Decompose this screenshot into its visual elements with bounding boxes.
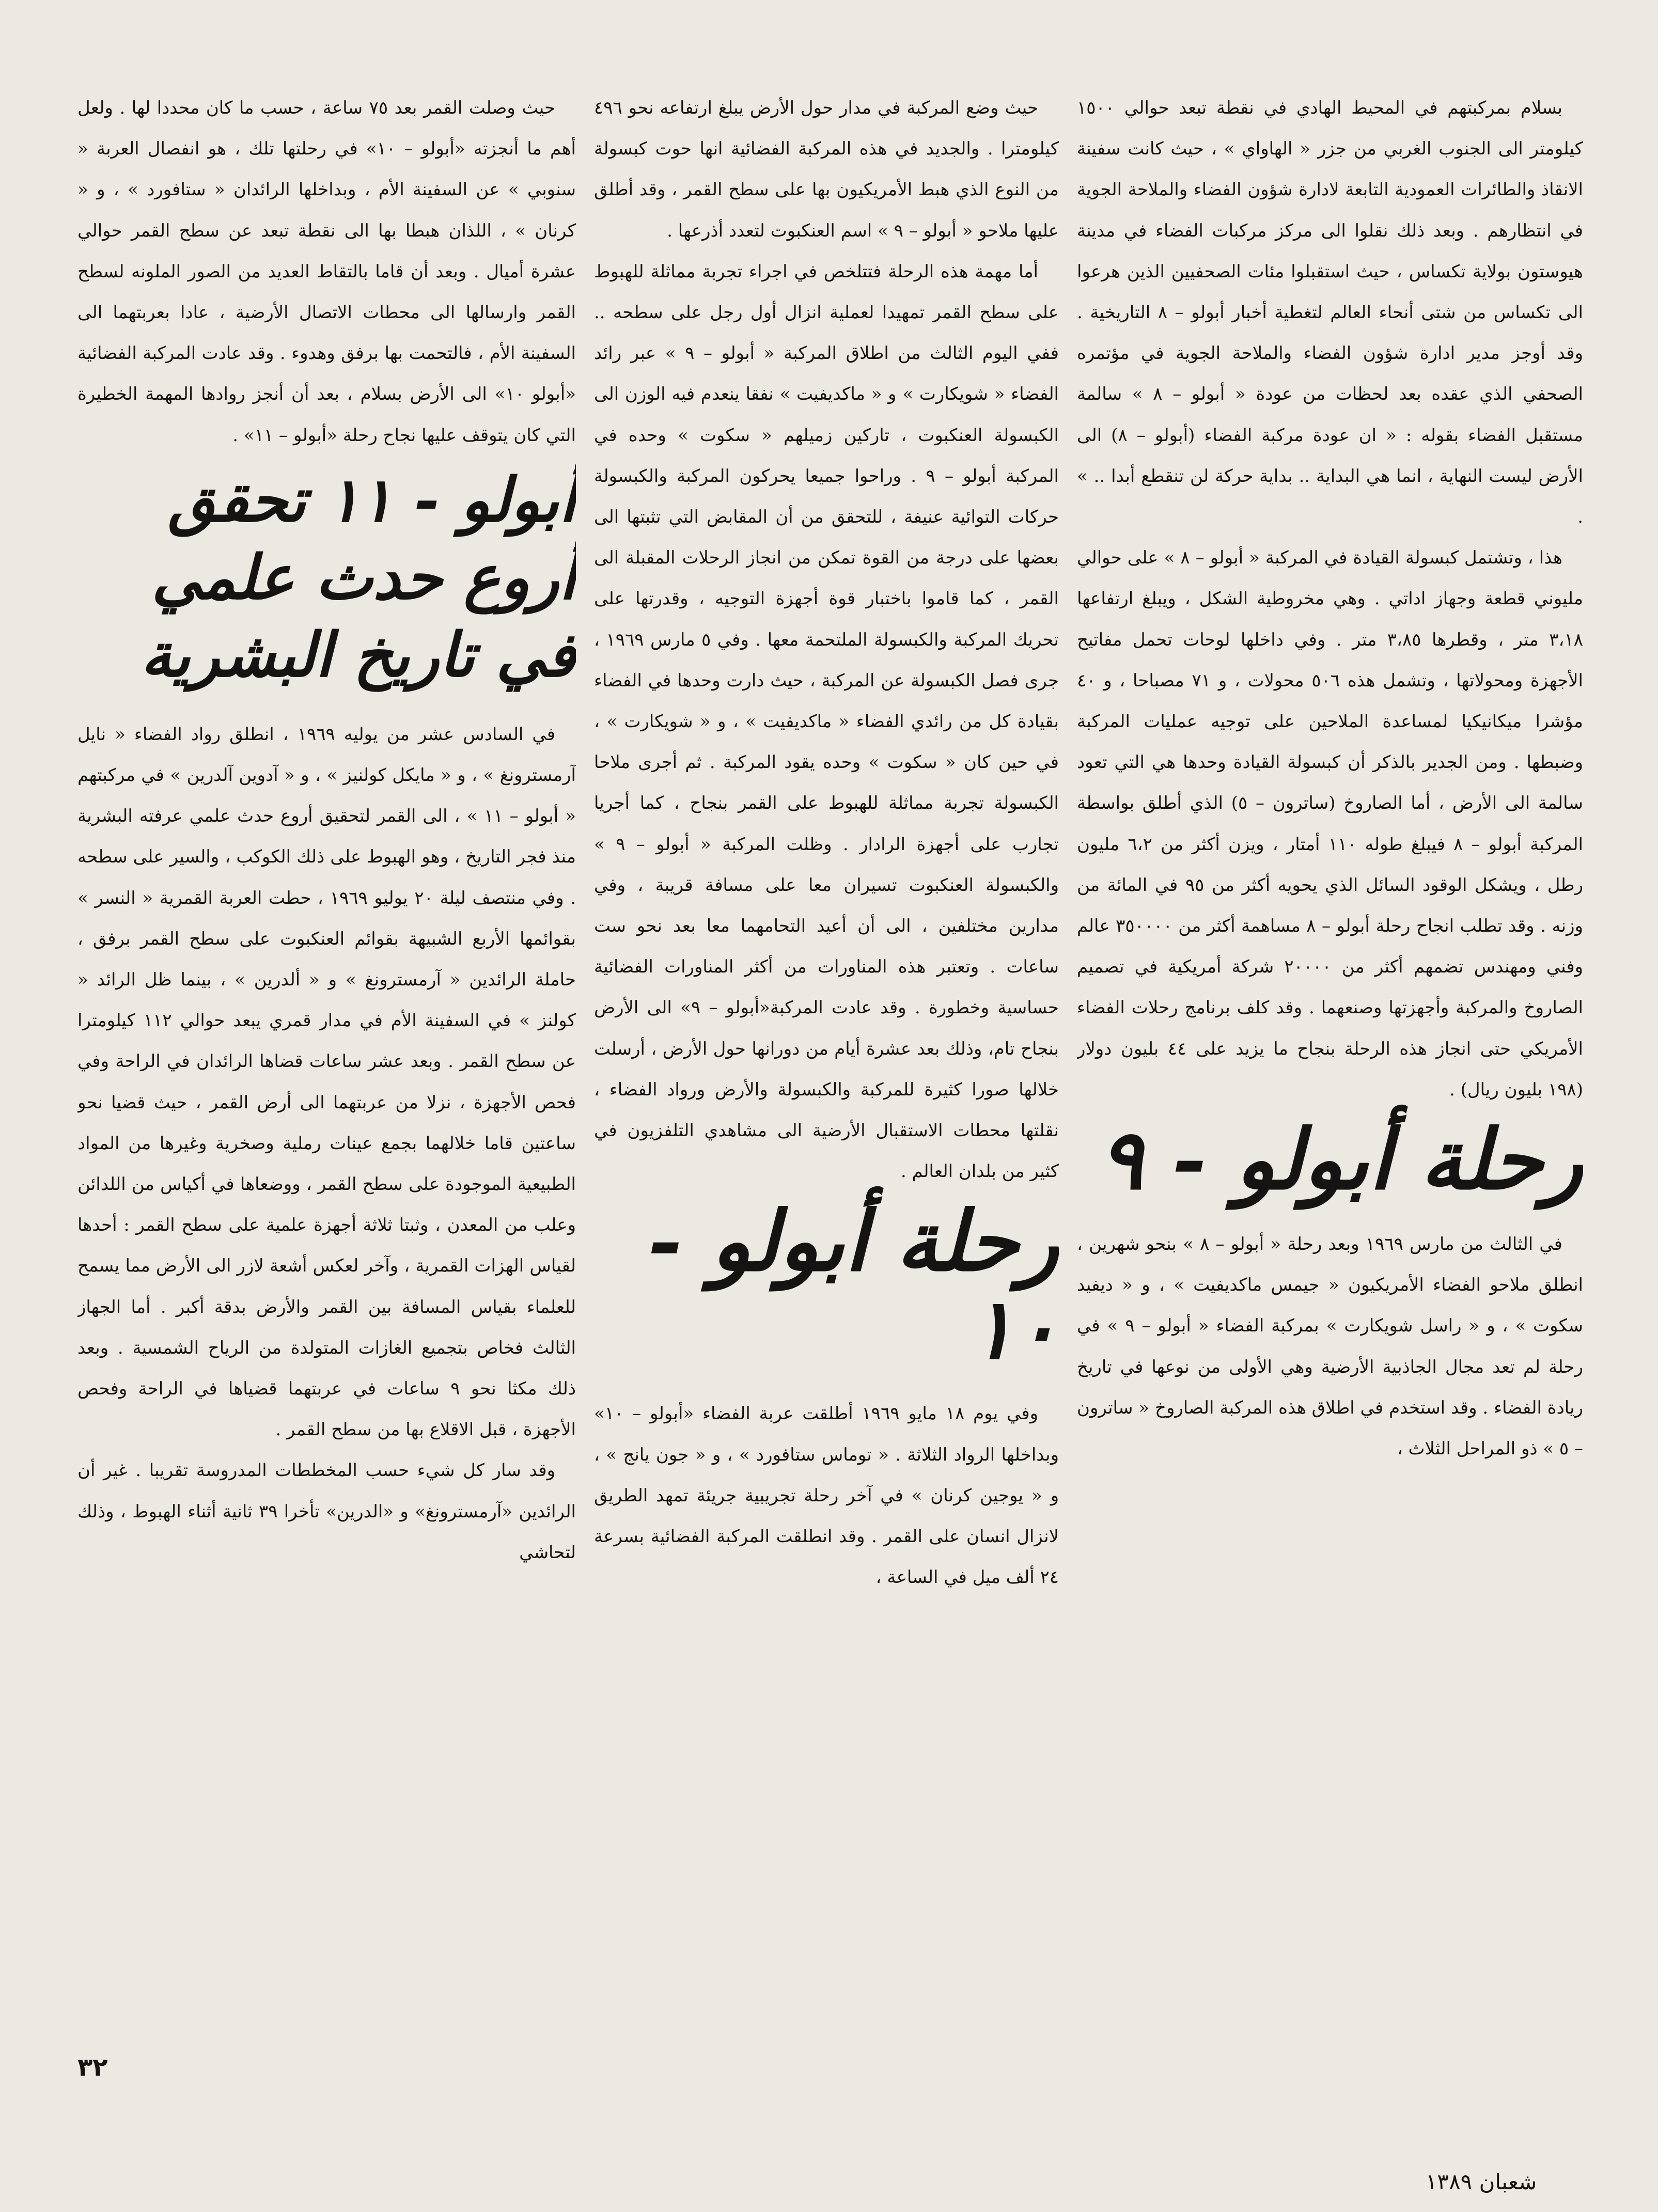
article-paragraph: هذا ، وتشتمل كبسولة القيادة في المركبة « أبولو – ٨ » على حوالي مليوني قطعة وجهاز اداتي . وهي مخروطية الشكل ، ويبلغ ارتفاعها ٣،١٨ متر ، وقطرها ٣،٨٥ متر . وفي داخلها لوحات تحمل مفاتيح الأجهزة ومحولاتها ، وتشمل هذه ٥٠٦ محولات ، و ٧١ مصباحا ، و ٤٠ مؤشرا ميكانيكيا لمساعدة الملاحين على توجيه عمليات المركبة وضبطها . ومن الجدير بالذكر أن كبسولة القيادة وحدها هي التي تعود سالمة الى الأرض ، أما الصاروخ (ساترون – ٥) الذي أطلق بواسطة المركبة أبولو – ٨ فيبلغ طوله ١١٠ أمتار ، ويزن أكثر من ٦،٢ مليون رطل ، ويشكل الوقود السائل الذي يحويه أكثر من ٩٥ في المائة من وزنه . وقد تطلب انجاح رحلة أبولو – ٨ مساهمة أكثر من ٣٥٠٠٠٠ عالم وفني ومهندس تضمهم أكثر من ٢٠٠٠٠ شركة أمريكية في تصميم الصاروخ والمركبة وأجهزتها وصنعهما . وقد كلف برنامج رحلات الفضاء الأمريكي حتى انجاز هذه الرحلة بنجاح ما يزيد على ٤٤ بليون دولار (١٩٨ بليون ريال) .: [1077, 547, 1583, 1100]
article-paragraph: حيث وضع المركبة في مدار حول الأرض يبلغ ارتفاعه نحو ٤٩٦ كيلومترا . والجديد في هذه المركبة الفضائية انها حوت كبسولة من النوع الذي هبط الأمريكيون بها على سطح القمر ، وقد أطلق عليها ملاحو « أبولو – ٩ » اسم العنكبوت لتعدد أذرعها .: [594, 98, 1059, 241]
section-heading-apollo-11: أبولو - ١١ تحقق أروع حدث علمي في تاريخ البشرية: [140, 463, 576, 691]
column-left: [77, 88, 576, 1994]
article-paragraph: وقد سار كل شيء حسب المخططات المدروسة تقريبا . غير أن الرائدين «آرمسترونغ» و «الدرين» تأخرا ٣٩ ثانية أثناء الهبوط ، وذلك لتحاشي: [77, 1460, 576, 1563]
article-paragraph: أما مهمة هذه الرحلة فتتلخص في اجراء تجربة مماثلة للهبوط على سطح القمر تمهيدا لعملية انزال أول رجل على سطحه .. ففي اليوم الثالث من اطلاق المركبة « أبولو – ٩ » عبر رائد الفضاء « شويكارت » و « ماكديفيت » نفقا ينعدم فيه الوزن الى الكبسولة العنكبوت ، تاركين زميلهم « سكوت » وحده في المركبة أبولو – ٩ . وراحوا جميعا يحركون المركبة والكبسولة حركات التوائية عنيفة ، للتحقق من أن المقابض التي تثبتها الى بعضها على درجة من القوة تمكن من انجاز الرحلات المقبلة الى القمر ، كما قاموا باختبار قوة أجهزة التوجيه ، وقدرتها على تحريك المركبة والكبسولة الملتحمة معها . وفي ٥ مارس ١٩٦٩ ، جرى فصل الكبسولة عن المركبة ، حيث دارت وحدها في الفضاء بقيادة كل من رائدي الفضاء « ماكديفيت » ، و « شويكارت » ، في حين كان « سكوت » وحده يقود المركبة . ثم أجرى ملاحا الكبسولة تجربة مماثلة للهبوط على القمر بنجاح ، كما أجريا تجارب على أجهزة الرادار . وظلت المركبة « أبولو – ٩ » والكبسولة العنكبوت تسيران معا على مسافة قريبة ، وفي مدارين مختلفين ، الى أن أعيد التحامهما معا بعد نحو ست ساعات . وتعتبر هذه المناورات من أكثر المناورات الفضائية حساسية وخطورة . وقد عادت المركبة«أبولو – ٩» الى الأرض بنجاح تام، وذلك بعد عشرة أيام من دورانها حول الأرض ، أرسلت خلالها صورا كثيرة للمركبة والكبسولة والأرض ورواد الفضاء ، نقلتها محطات الاستقبال الأرضية الى مشاهدي التلفزيون في كثير من بلدان العالم .: [594, 261, 1059, 1182]
column-middle: [594, 88, 1059, 1994]
section-heading-apollo-9: رحلة أبولو - ٩: [1099, 1111, 1583, 1209]
page-number: ٣٢: [77, 2053, 108, 2082]
column-right: [1077, 88, 1583, 1994]
article-paragraph: في السادس عشر من يوليه ١٩٦٩ ، انطلق رواد الفضاء « نايل آرمسترونغ » ، و « مايكل كولنيز » ، و « آدوين آلدرين » في مركبتهم « أبولو – ١١ » ، الى القمر لتحقيق أروع حدث علمي عرفته البشرية منذ فجر التاريخ ، وهو الهبوط على ذلك الكوكب ، والسير على سطحه . وفي منتصف ليلة ٢٠ يوليو ١٩٦٩ ، حطت العربة القمرية « النسر » بقوائمها الأربع الشبيهة بقوائم العنكبوت على سطح القمر برفق ، حاملة الرائدين « آرمسترونغ » و « ألدرين » ، بينما ظل الرائد « كولنز » في السفينة الأم في مدار قمري يبعد حوالي ١١٢ كيلومترا عن سطح القمر . وبعد عشر ساعات قضاها الرائدان في الراحة وفي فحص الأجهزة ، نزلا من عربتهما الى أرض القمر ، حيث قضيا نحو ساعتين قاما خلالهما بجمع عينات رملية وصخرية وغيرها من المواد الطبيعية الموجودة على سطح القمر ، ووضعاها في أكياس من اللدائن وعلب من المعدن ، وثبتا ثلاثة أجهزة علمية على سطح القمر : أحدها لقياس الهزات القمرية ، وآخر لعكس أشعة لازر الى الأرض مما يسمح للعلماء بقياس المسافة بين القمر والأرض بدقة أكبر . أما الجهاز الثالث فخاص بتجميع الغازات المتولدة من الرياح الشمسية . وبعد ذلك مكثا نحو ٩ ساعات في عربتهما قضياها في الراحة وفحص الأجهزة ، قبل الاقلاع بها من سطح القمر .: [77, 724, 576, 1440]
article-paragraph: وفي يوم ١٨ مايو ١٩٦٩ أطلقت عربة الفضاء «أبولو – ١٠» وبداخلها الرواد الثلاثة . « توماس ستافورد » ، و « جون يانج » ، و « يوجين كرنان » في آخر رحلة تجريبية جريئة تمهد الطريق لانزال انسان على القمر . وقد انطلقت المركبة الفضائية بسرعة ٢٤ ألف ميل في الساعة ،: [594, 1403, 1059, 1588]
article-paragraph: حيث وصلت القمر بعد ٧٥ ساعة ، حسب ما كان محددا لها . ولعل أهم ما أنجزته «أبولو – ١٠» في رحلتها تلك ، هو انفصال العربة « سنوبي » عن السفينة الأم ، وبداخلها الرائدان « ستافورد » ، و « كرنان » ، اللذان هبطا بها الى نقطة تبعد عن سطح القمر حوالي عشرة أميال . وبعد أن قاما بالتقاط العديد من الصور الملونه لسطح القمر وارسالها الى محطات الاتصال الأرضية ، عادا بعربتهما الى السفينة الأم ، فالتحمت بها برفق وهدوء . وقد عادت المركبة الفضائية «أبولو ١٠» الى الأرض بسلام ، بعد أن أنجز روادها المهمة الخطيرة التي كان يتوقف عليها نجاح رحلة «أبولو – ١١» .: [77, 98, 576, 446]
section-heading-apollo-10: رحلة أبولو - ١٠: [648, 1193, 1059, 1378]
article-paragraph: في الثالث من مارس ١٩٦٩ وبعد رحلة « أبولو – ٨ » بنحو شهرين ، انطلق ملاحو الفضاء الأمريكيون « جيمس ماكديفيت » ، و « ديفيد سكوت » ، و « راسل شويكارت » بمركبة الفضاء « أبولو – ٩ » في رحلة لم تعد مجال الجاذبية الأرضية وهي الأولى من نوعها في تاريخ ريادة الفضاء . وقد استخدم في اطلاق هذه المركبة الصاروخ « ساترون – ٥ » ذو المراحل الثلاث ،: [1077, 1234, 1583, 1460]
issue-date: شعبان ١٣٨٩: [1426, 2169, 1537, 2194]
article-paragraph: بسلام بمركبتهم في المحيط الهادي في نقطة تبعد حوالي ١٥٠٠ كيلومتر الى الجنوب الغربي من جزر « الهاواي » ، حيث كانت سفينة الانقاذ والطائرات العمودية التابعة لادارة شؤون الفضاء والملاحة الجوية في انتظارهم . وبعد ذلك نقلوا الى مركز مركبات الفضاء في مدينة هيوستون بولاية تكساس ، حيث استقبلوا مئات الصحفيين الذين هرعوا الى تكساس من شتى أنحاء العالم لتغطية أخبار أبولو – ٨ التاريخية . وقد أوجز مدير ادارة شؤون الفضاء والملاحة الجوية في مؤتمره الصحفي الذي عقده بعد لحظات من عودة « أبولو – ٨ » سالمة مستقبل الفضاء بقوله : « ان عودة مركبة الفضاء (أبولو – ٨) الى الأرض ليست النهاية ، انما هي البداية .. بداية حركة لن تنقطع أبدا .. » .: [1077, 98, 1583, 528]
